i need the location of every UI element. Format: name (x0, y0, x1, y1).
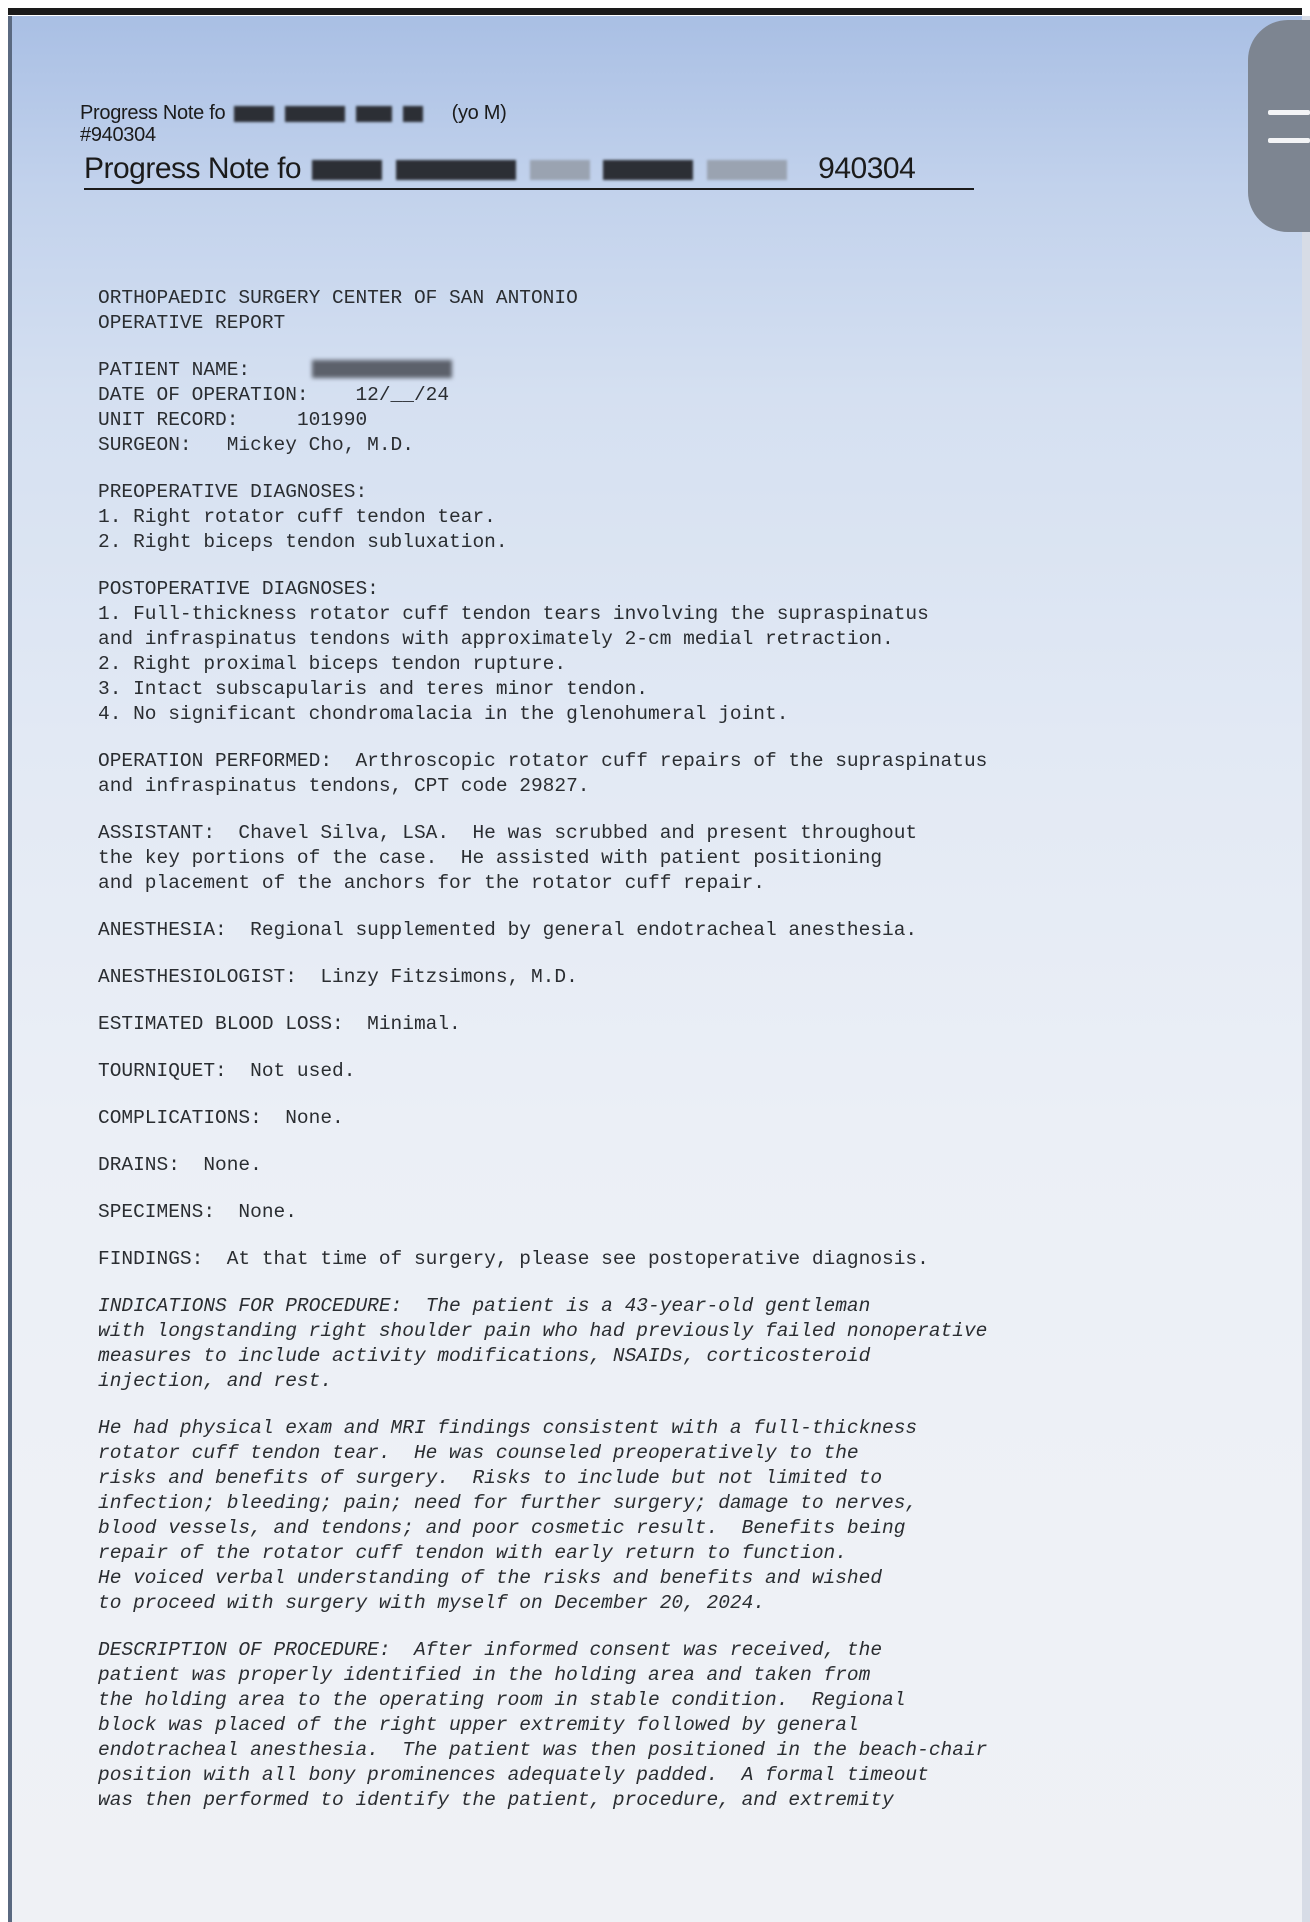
title-text: Progress Note fo (84, 152, 302, 185)
assistant-cont: the key portions of the case. He assisted with patient positioning (98, 847, 883, 869)
progress-note-title (84, 152, 974, 190)
preop-heading: PREOPERATIVE DIAGNOSES: (98, 481, 368, 503)
exam-paragraph: blood vessels, and tendons; and poor cosmetic result. Benefits being (98, 1517, 906, 1539)
findings: FINDINGS: At that time of surgery, please see postoperative diagnosis. (98, 1248, 929, 1270)
postop-heading: POSTOPERATIVE DIAGNOSES: (98, 578, 379, 600)
tourniquet: TOURNIQUET: Not used. (98, 1060, 356, 1082)
operation-performed-cont: and infraspinatus tendons, CPT code 29827. (98, 775, 590, 797)
postop-item-cont: and infraspinatus tendons with approximately 2-cm medial retraction. (98, 628, 894, 650)
facility-name: ORTHOPAEDIC SURGERY CENTER OF SAN ANTONIO (98, 287, 578, 309)
redaction (530, 160, 590, 180)
procedure-description: was then performed to identify the patient, procedure, and extremity (98, 1789, 894, 1811)
unit-row: UNIT RECORD: 101990 (98, 409, 368, 431)
title-end: 940304 (818, 152, 916, 185)
redaction (403, 106, 423, 122)
operation-performed: OPERATION PERFORMED: Arthroscopic rotator cuff repairs of the supraspinatus (98, 750, 988, 772)
record-number: #940304 (80, 124, 156, 146)
exam-paragraph: rotator cuff tendon tear. He was counseled preoperatively to the (98, 1442, 859, 1464)
indications-cont: with longstanding right shoulder pain who had previously failed nonoperative (98, 1320, 988, 1342)
drains: DRAINS: None. (98, 1154, 262, 1176)
redaction (285, 106, 345, 122)
preop-item: 2. Right biceps tendon subluxation. (98, 531, 508, 553)
operative-report (98, 286, 1278, 1813)
indications-cont: measures to include activity modifications, NSAIDs, corticosteroid (98, 1345, 871, 1367)
patient-name-row: PATIENT NAME: (98, 359, 251, 381)
exam-paragraph: repair of the rotator cuff tendon with early return to function. (98, 1542, 847, 1564)
indications-cont: injection, and rest. (98, 1370, 333, 1392)
redaction (603, 160, 693, 180)
exam-paragraph: infection; bleeding; pain; need for further surgery; damage to nerves, (98, 1492, 918, 1514)
preop-item: 1. Right rotator cuff tendon tear. (98, 506, 496, 528)
anesthesiologist: ANESTHESIOLOGIST: Linzy Fitzsimons, M.D. (98, 966, 578, 988)
exam-paragraph: He voiced verbal understanding of the risks and benefits and wished (98, 1567, 883, 1589)
menu-icon-bar (1268, 138, 1310, 143)
surgeon-row: SURGEON: Mickey Cho, M.D. (98, 434, 414, 456)
redaction (312, 160, 382, 180)
redaction (356, 106, 392, 122)
postop-item: 3. Intact subscapularis and teres minor tendon. (98, 678, 648, 700)
progress-note-header: Progress Note fo (yo M) #940304 (80, 102, 507, 146)
assistant-cont: and placement of the anchors for the rotator cuff repair. (98, 872, 766, 894)
postop-item: 1. Full-thickness rotator cuff tendon tears involving the supraspinatus (98, 603, 929, 625)
procedure-description: the holding area to the operating room in stable condition. Regional (98, 1689, 906, 1711)
header-line1-end: yo M) (457, 102, 507, 124)
header-line1: Progress Note fo (80, 102, 226, 124)
date-row: DATE OF OPERATION: 12/__/24 (98, 384, 450, 406)
procedure-description: position with all bony prominences adequately padded. A formal timeout (98, 1764, 929, 1786)
postop-item: 2. Right proximal biceps tendon rupture. (98, 653, 567, 675)
procedure-description: patient was properly identified in the holding area and taken from (98, 1664, 871, 1686)
assistant: ASSISTANT: Chavel Silva, LSA. He was scrubbed and present throughout (98, 822, 918, 844)
exam-paragraph: He had physical exam and MRI findings consistent with a full-thickness (98, 1417, 918, 1439)
estimated-blood-loss: ESTIMATED BLOOD LOSS: Minimal. (98, 1013, 461, 1035)
indications: INDICATIONS FOR PROCEDURE: The patient is a 43-year-old gentleman (98, 1295, 871, 1317)
menu-icon-bar (1268, 110, 1310, 115)
redaction (396, 160, 516, 180)
procedure-description: block was placed of the right upper extremity followed by general (98, 1714, 859, 1736)
page-edge (1302, 16, 1310, 1922)
report-type: OPERATIVE REPORT (98, 312, 286, 334)
top-border (8, 8, 1302, 15)
specimens: SPECIMENS: None. (98, 1201, 297, 1223)
procedure-description: endotracheal anesthesia. The patient was then positioned in the beach-chair (98, 1739, 988, 1761)
menu-handle[interactable] (1248, 20, 1310, 232)
procedure-description: DESCRIPTION OF PROCEDURE: After informed consent was received, the (98, 1639, 883, 1661)
redaction (707, 160, 787, 180)
postop-item: 4. No significant chondromalacia in the glenohumeral joint. (98, 703, 789, 725)
complications: COMPLICATIONS: None. (98, 1107, 344, 1129)
redaction (234, 106, 274, 122)
exam-paragraph: to proceed with surgery with myself on December 20, 2024. (98, 1592, 766, 1614)
exam-paragraph: risks and benefits of surgery. Risks to include but not limited to (98, 1467, 883, 1489)
anesthesia: ANESTHESIA: Regional supplemented by general endotracheal anesthesia. (98, 919, 918, 941)
